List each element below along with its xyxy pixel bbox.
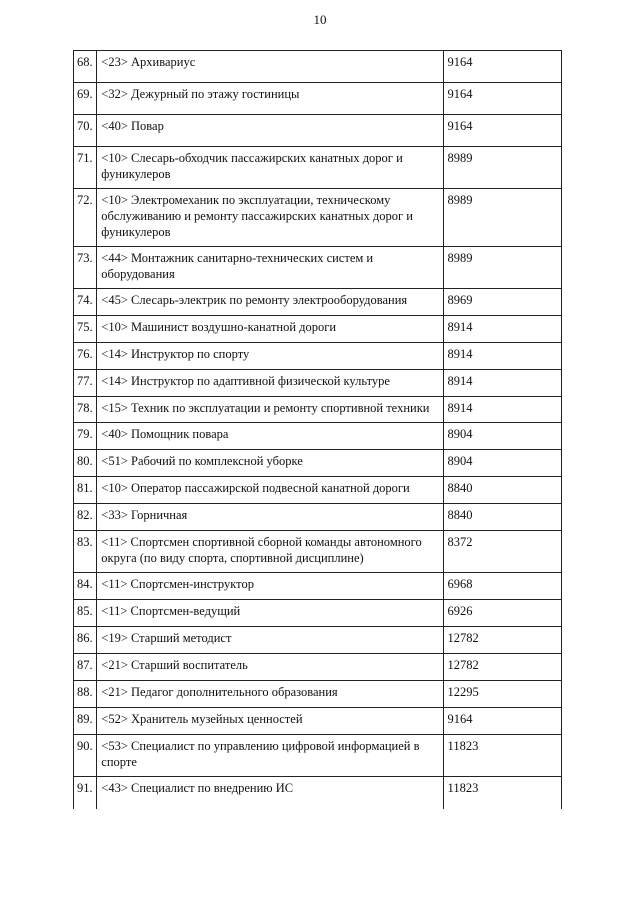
row-number: 83.: [74, 531, 97, 573]
position-name: <10> Электромеханик по эксплуатации, техническому обслуживанию и ремонту пассажирских канатных дорог и фуникулеров: [97, 189, 443, 247]
row-number: 77.: [74, 370, 97, 397]
position-name: <40> Повар: [97, 115, 443, 147]
table-row: [74, 654, 562, 681]
row-number: 78.: [74, 397, 97, 423]
salary-value: 8372: [443, 531, 561, 573]
salary-value: 12782: [443, 627, 561, 654]
row-number: 84.: [74, 573, 97, 600]
position-name: <11> Спортсмен-инструктор: [97, 573, 443, 600]
table-row: [74, 600, 562, 627]
position-name: <44> Монтажник санитарно-технических систем и оборудования: [97, 247, 443, 289]
table-row: [74, 147, 562, 189]
position-name: <51> Рабочий по комплексной уборке: [97, 450, 443, 477]
row-number: 74.: [74, 289, 97, 316]
position-name: <11> Спортсмен-ведущий: [97, 600, 443, 627]
position-name: <11> Спортсмен спортивной сборной команды автономного округа (по виду спорта, спортивной дисциплине): [97, 531, 443, 573]
position-name: <19> Старший методист: [97, 627, 443, 654]
row-number: 75.: [74, 316, 97, 343]
position-name: <52> Хранитель музейных ценностей: [97, 708, 443, 735]
table-row: [74, 573, 562, 600]
salary-value: 12295: [443, 681, 561, 708]
table-row: [74, 370, 562, 397]
salary-value: 8840: [443, 504, 561, 531]
table-row: [74, 735, 562, 777]
table-row: [74, 247, 562, 289]
row-number: 71.: [74, 147, 97, 189]
position-name: <14> Инструктор по спорту: [97, 343, 443, 370]
salary-value: 8989: [443, 147, 561, 189]
position-name: <23> Архивариус: [97, 51, 443, 83]
table-row: [74, 504, 562, 531]
row-number: 87.: [74, 654, 97, 681]
table-row: [74, 83, 562, 115]
row-number: 76.: [74, 343, 97, 370]
position-name: <10> Машинист воздушно-канатной дороги: [97, 316, 443, 343]
table-row: [74, 681, 562, 708]
position-name: <40> Помощник повара: [97, 423, 443, 450]
position-name: <21> Старший воспитатель: [97, 654, 443, 681]
salary-value: 9164: [443, 708, 561, 735]
salary-value: 12782: [443, 654, 561, 681]
position-name: <14> Инструктор по адаптивной физической культуре: [97, 370, 443, 397]
position-name: <10> Оператор пассажирской подвесной канатной дороги: [97, 477, 443, 504]
salary-value: 6926: [443, 600, 561, 627]
salary-value: 8840: [443, 477, 561, 504]
table-row: [74, 51, 562, 83]
position-name: <32> Дежурный по этажу гостиницы: [97, 83, 443, 115]
row-number: 70.: [74, 115, 97, 147]
table-row: [74, 316, 562, 343]
table-row: [74, 708, 562, 735]
salary-value: 11823: [443, 735, 561, 777]
row-number: 81.: [74, 477, 97, 504]
row-number: 79.: [74, 423, 97, 450]
position-name: <15> Техник по эксплуатации и ремонту спортивной техники: [97, 397, 443, 423]
table-row: [74, 423, 562, 450]
salary-value: 6968: [443, 573, 561, 600]
table-row: [74, 189, 562, 247]
row-number: 85.: [74, 600, 97, 627]
salary-value: 8914: [443, 397, 561, 423]
positions-table: [73, 50, 562, 809]
salary-value: 8989: [443, 189, 561, 247]
table-row: [74, 777, 562, 810]
row-number: 68.: [74, 51, 97, 83]
position-name: <43> Специалист по внедрению ИС: [97, 777, 443, 810]
position-name: <45> Слесарь-электрик по ремонту электрооборудования: [97, 289, 443, 316]
table-row: [74, 115, 562, 147]
table-row: [74, 531, 562, 573]
salary-value: 8914: [443, 343, 561, 370]
table-row: [74, 343, 562, 370]
row-number: 72.: [74, 189, 97, 247]
salary-value: 8914: [443, 370, 561, 397]
row-number: 69.: [74, 83, 97, 115]
row-number: 90.: [74, 735, 97, 777]
position-name: <53> Специалист по управлению цифровой информацией в спорте: [97, 735, 443, 777]
row-number: 86.: [74, 627, 97, 654]
salary-value: 8914: [443, 316, 561, 343]
salary-value: 9164: [443, 51, 561, 83]
row-number: 82.: [74, 504, 97, 531]
salary-value: 11823: [443, 777, 561, 810]
position-name: <21> Педагог дополнительного образования: [97, 681, 443, 708]
row-number: 88.: [74, 681, 97, 708]
salary-value: 8989: [443, 247, 561, 289]
row-number: 89.: [74, 708, 97, 735]
salary-value: 9164: [443, 115, 561, 147]
salary-value: 8904: [443, 423, 561, 450]
row-number: 91.: [74, 777, 97, 810]
table-row: [74, 397, 562, 423]
row-number: 73.: [74, 247, 97, 289]
table-row: [74, 627, 562, 654]
salary-value: 8904: [443, 450, 561, 477]
position-name: <10> Слесарь-обходчик пассажирских канатных дорог и фуникулеров: [97, 147, 443, 189]
row-number: 80.: [74, 450, 97, 477]
salary-value: 8969: [443, 289, 561, 316]
page-number: 10: [313, 12, 327, 27]
position-name: <33> Горничная: [97, 504, 443, 531]
table-row: [74, 289, 562, 316]
table-row: [74, 477, 562, 504]
salary-value: 9164: [443, 83, 561, 115]
table-row: [74, 450, 562, 477]
